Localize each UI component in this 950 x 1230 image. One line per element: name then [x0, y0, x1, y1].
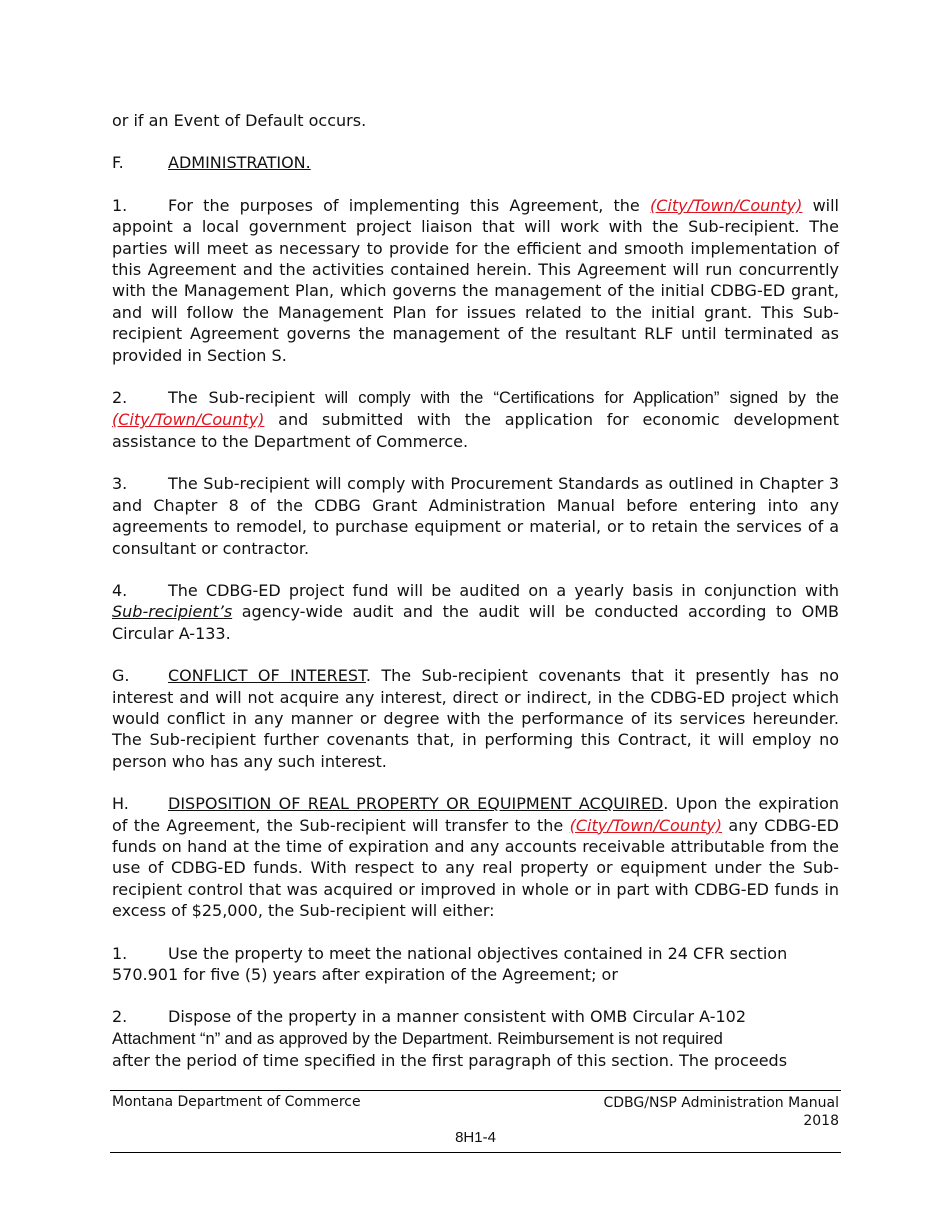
page-footer — [110, 1090, 841, 1153]
city-placeholder: (City/Town/County) — [112, 410, 265, 430]
item-text: The Sub-recipient — [168, 388, 315, 408]
section-h-title: DISPOSITION OF REAL PROPERTY OR EQUIPMENT ACQUIRED — [168, 794, 664, 814]
item-text: Use the property to meet the national objectives contained in 24 CFR section — [168, 943, 788, 963]
section-h-letter: H. — [112, 794, 129, 814]
item-number: 4. — [112, 580, 128, 600]
item-text: The CDBG-ED project fund will be audited on a yearly basis in conjunction with — [168, 580, 839, 600]
item-number: 2. — [112, 388, 128, 408]
section-h-text: . Upon the expiration of the Agreement, the Sub-recipient will transfer to the — [112, 794, 840, 835]
item-text: 570.901 for five (5) years after expiration of the Agreement; or — [112, 965, 618, 984]
section-h-item-2 — [112, 1006, 839, 1071]
section-f-item-1 — [112, 195, 839, 366]
section-h-text: any CDBG-ED funds on hand at the time of expiration and any accounts receivable attributable from the use of CDBG-ED funds. With respect to any real property or equipment under the Sub-recipient control that was acquired or improved in whole or in part with CDBG-ED funds in excess of $25,000, the Sub-recipient will either: — [112, 815, 840, 921]
document-body — [112, 110, 839, 1072]
section-f-item-4 — [112, 580, 839, 644]
item-number: 3. — [112, 474, 128, 494]
item-text: will appoint a local government project liaison that will work with the Sub-recipient. The parties will meet as necessary to provide for the efficient and smooth implementation of this Agreement and the activities contained herein. This Agreement will run concurrently with the Management Plan, which governs the management of the initial CDBG-ED grant, and will follow the Management Plan for issues related to the initial grant. This Sub-recipient Agreement governs the management of the resultant RLF until terminated as provided in Section S. — [112, 195, 839, 365]
item-text: The Sub-recipient will comply with Procurement Standards as outlined in Chapter 3 and Chapter 8 of the CDBG Grant Administration Manual before entering into any agreements to remodel, to purchase equipment or material, or to retain the services of a consultant or contractor. — [112, 474, 839, 558]
section-h — [112, 793, 839, 921]
section-f-title: ADMINISTRATION. — [168, 153, 311, 173]
section-g — [112, 665, 839, 772]
section-g-letter: G. — [112, 666, 130, 686]
item-text: agency-wide audit and the audit will be conducted according to OMB Circular A-133. — [112, 602, 839, 643]
item-text: and submitted with the application for economic development assistance to the Department of Commerce. — [112, 410, 839, 451]
footer-manual-title: CDBG/NSP Administration Manual — [603, 1095, 839, 1111]
page-number: 8H1-4 — [455, 1129, 496, 1146]
item-number: 1. — [112, 943, 128, 963]
section-g-text: . The Sub-recipient covenants that it presently has no interest and will not acquire any interest, direct or indirect, in the CDBG-ED project which would conflict in any manner or degree with the performance of its services hereunder. The Sub-recipient further covenants that, in performing this Contract, it will employ no person who has any such interest. — [112, 666, 840, 771]
section-f-letter: F. — [112, 153, 124, 173]
section-g-title: CONFLICT OF INTEREST — [168, 666, 366, 686]
item-text: Attachment “n” and as approved by the Department. Reimbursement is not required — [112, 1029, 723, 1048]
section-f-heading — [112, 152, 839, 173]
item-text: For the purposes of implementing this Agreement, the — [168, 195, 650, 215]
section-f-item-3 — [112, 473, 839, 559]
footer-year: 2018 — [803, 1113, 839, 1129]
item-text: Dispose of the property in a manner consistent with OMB Circular A-102 — [168, 1007, 747, 1027]
sub-recipient-term: Sub-recipient’s — [112, 602, 233, 622]
footer-department: Montana Department of Commerce — [112, 1094, 361, 1110]
city-placeholder: (City/Town/County) — [569, 815, 723, 835]
item-text: after the period of time specified in the first paragraph of this section. The proceeds — [112, 1051, 788, 1071]
item-text: will comply with the “Certifications for Application” signed by the — [314, 389, 839, 408]
section-f-item-2 — [112, 387, 839, 452]
paragraph-continuation: or if an Event of Default occurs. — [112, 111, 367, 130]
footer-manual — [604, 1094, 840, 1130]
item-number: 2. — [112, 1007, 128, 1027]
item-number: 1. — [112, 195, 128, 215]
section-h-item-1 — [112, 943, 839, 986]
city-placeholder: (City/Town/County) — [649, 195, 803, 215]
